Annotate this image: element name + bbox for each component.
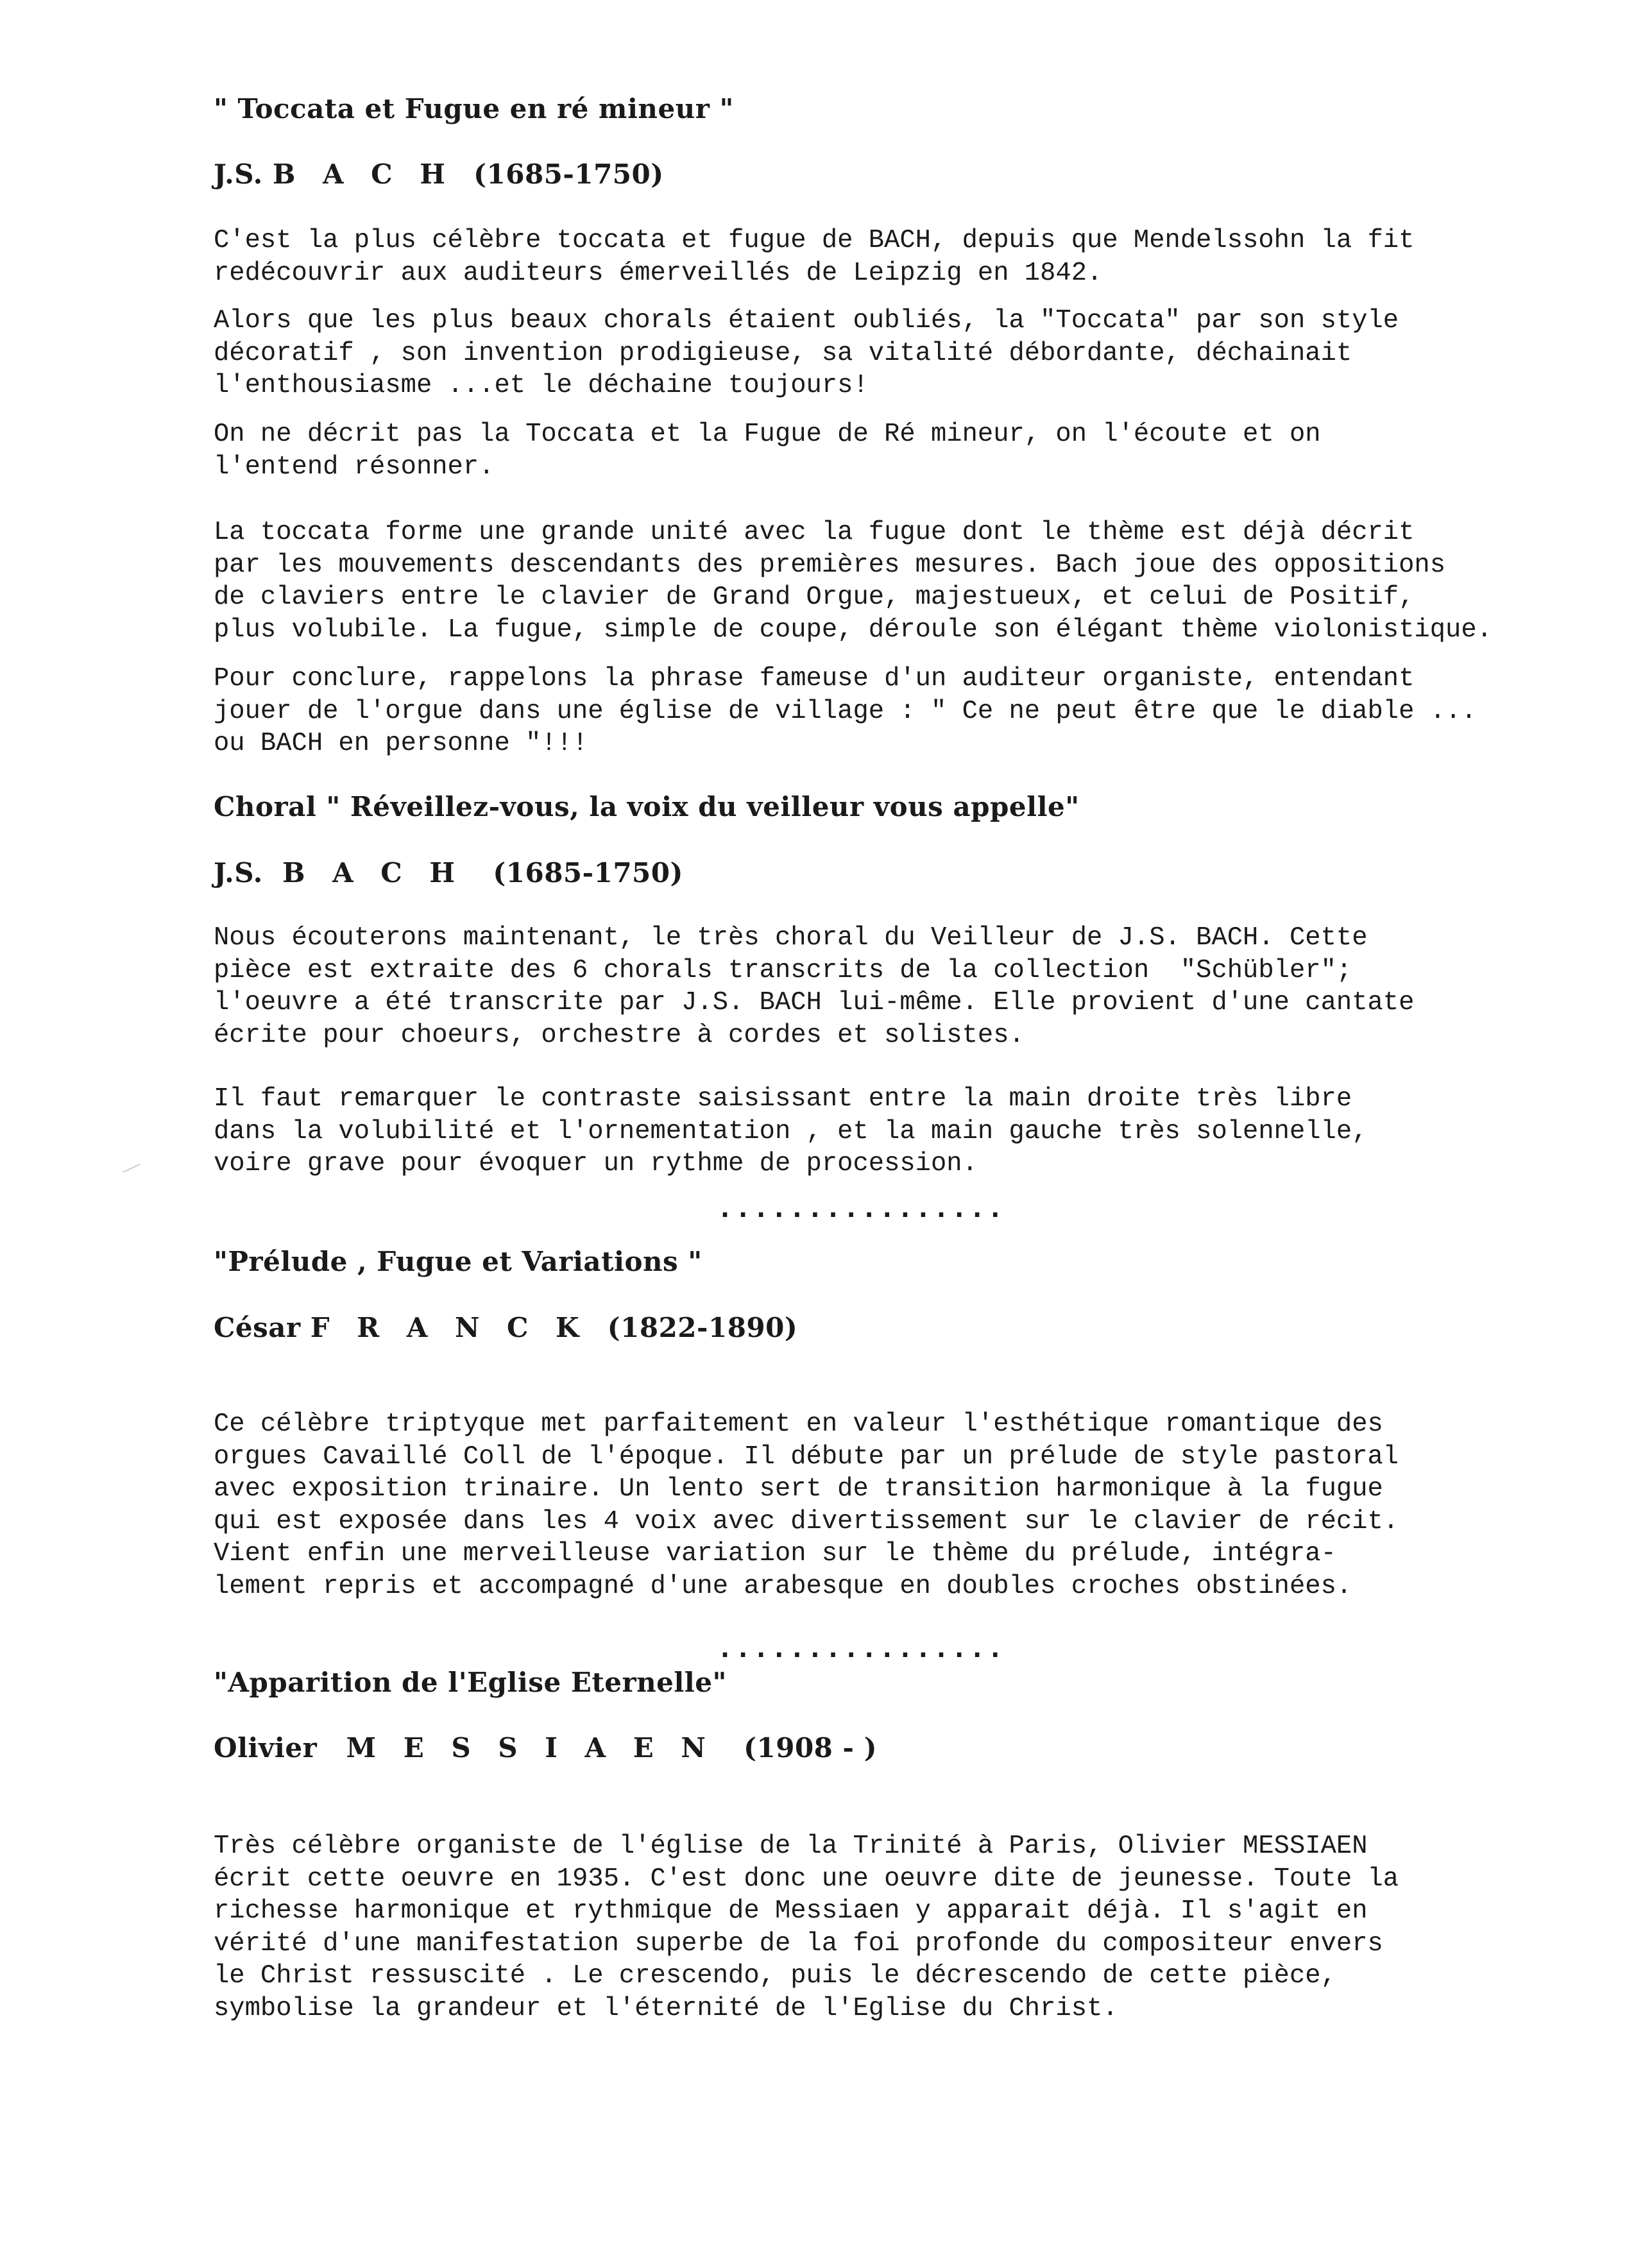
separator-dots xyxy=(717,1636,1005,1662)
paragraph: Nous écouterons maintenant, le très choral du Veilleur de J.S. BACH. Cette pièce est extraite des 6 chorals transcrits de la collection "Schübler"; l'oeuvre a été transcrite par J.S. BACH lui-même. Elle provient d'une cantate écrite pour choeurs, orchestre à cordes et solistes. xyxy=(214,923,1415,1050)
composer-line-messiaen xyxy=(214,1732,877,1764)
separator-dots xyxy=(717,1196,1005,1221)
composer-first-name: J.S. xyxy=(214,857,263,889)
composer-surname: B A C H xyxy=(282,857,464,889)
scan-speck xyxy=(123,1164,141,1173)
composer-surname: B A C H xyxy=(272,158,454,190)
composer-line-franck xyxy=(214,1312,797,1344)
composer-dates: (1822-1890) xyxy=(607,1312,798,1343)
composer-surname: M E S S I A E N xyxy=(346,1732,715,1764)
composer-dates: (1908 - ) xyxy=(744,1732,877,1764)
paragraph: La toccata forme une grande unité avec la fugue dont le thème est déjà décrit par les mouvements descendants des premières mesures. Bach joue des oppositions de claviers entre le clavier de Grand Orgue, majestueux, et celui de Positif, plus volubile. La fugue, simple de coupe, déroule son élégant thème violonistique. xyxy=(214,518,1492,645)
composer-first-name: Olivier xyxy=(214,1732,318,1764)
composer-line-bach-2 xyxy=(214,857,683,889)
piece-title-apparition: "Apparition de l'Eglise Eternelle" xyxy=(214,1667,727,1698)
paragraph: On ne décrit pas la Toccata et la Fugue de Ré mineur, on l'écoute et on l'entend résonner. xyxy=(214,420,1321,482)
composer-surname: F R A N C K xyxy=(310,1312,588,1343)
paragraph: Très célèbre organiste de l'église de la Trinité à Paris, Olivier MESSIAEN écrit cette oeuvre en 1935. C'est donc une oeuvre dite de jeunesse. Toute la richesse harmonique et rythmique de Messiaen y apparait déjà. Il s'agit en vérité d'une manifestation superbe de la foi profonde du compositeur envers le Christ ressuscité . Le crescendo, puis le décrescendo de cette pièce, symbolise la grandeur et l'éternité de l'Eglise du Christ. xyxy=(214,1832,1399,2023)
composer-line-bach-1 xyxy=(214,158,664,191)
composer-first-name: J.S. xyxy=(214,158,263,190)
piece-title-toccata: " Toccata et Fugue en ré mineur " xyxy=(214,93,734,124)
composer-dates: (1685-1750) xyxy=(473,158,664,190)
paragraph: Pour conclure, rappelons la phrase fameuse d'un auditeur organiste, entendant jouer de l'orgue dans une église de village : " Ce ne peut être que le diable ... ou BACH en personne "!!! xyxy=(214,664,1477,758)
paragraph: C'est la plus célèbre toccata et fugue de BACH, depuis que Mendelssohn la fit redécouvrir aux auditeurs émerveillés de Leipzig en 1842. xyxy=(214,226,1415,288)
composer-first-name: César xyxy=(214,1312,301,1343)
piece-title-prelude: "Prélude , Fugue et Variations " xyxy=(214,1246,703,1277)
paragraph: Alors que les plus beaux chorals étaient oubliés, la "Toccata" par son style décoratif , son invention prodigieuse, sa vitalité débordante, déchainait l'enthousiasme ...et le déchaine toujours! xyxy=(214,306,1399,400)
composer-dates: (1685-1750) xyxy=(493,857,683,889)
paragraph: Il faut remarquer le contraste saisissant entre la main droite très libre dans la volubilité et l'ornementation , et la main gauche très solennelle, voire grave pour évoquer un rythme de procession. xyxy=(214,1084,1368,1178)
piece-title-choral: Choral " Réveillez-vous, la voix du veilleur vous appelle" xyxy=(214,791,1080,822)
paragraph: Ce célèbre triptyque met parfaitement en valeur l'esthétique romantique des orgues Cavaillé Coll de l'époque. Il débute par un prélude de style pastoral avec exposition trinaire. Un lento sert de transition harmonique à la fugue qui est exposée dans les 4 voix avec divertissement sur le clavier de récit. Vient enfin une merveilleuse variation sur le thème du prélude, intégra- lement repris et accompagné d'une arabesque en doubles croches obstinées. xyxy=(214,1409,1399,1601)
